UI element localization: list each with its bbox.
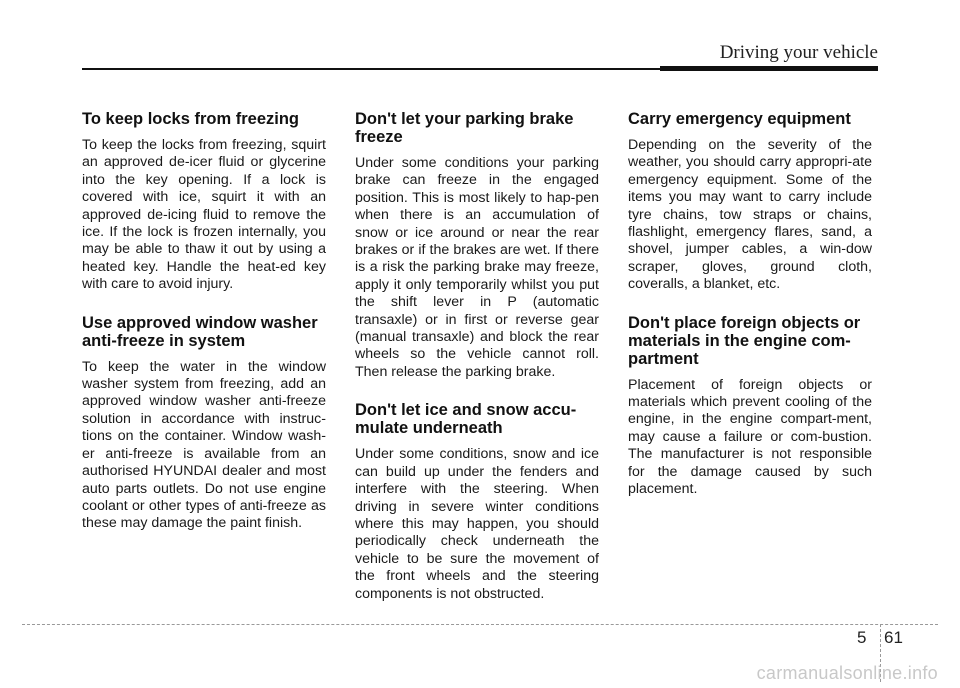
- section-body: Under some conditions, snow and ice can build up under the fenders and interfere with the steering. When driving in severe winter conditions where this may happen, you should periodically check underneath the vehicle to be sure the movement of the front wheels and the steering components is not obstructed.: [355, 446, 599, 602]
- section-heading: Carry emergency equipment: [628, 110, 851, 128]
- header-title: Driving your vehicle: [719, 42, 878, 63]
- header-rule-accent: [660, 66, 878, 71]
- section-body: To keep the water in the window washer system from freezing, add an approved window washer anti-freeze solution in accordance with instruc-tions on the container. Window wash-er anti-freeze is available from an authorised HYUNDAI dealer and most auto parts outlets. Do not use engine coolant or other types of anti-freeze as these may damage the paint finish.: [82, 358, 326, 532]
- section-heading: To keep locks from freezing: [82, 110, 299, 128]
- section-heading: Don't let ice and snow accu-mulate underneath: [355, 401, 577, 438]
- page-number: 61: [884, 628, 903, 647]
- section-body: To keep the locks from freezing, squirt an approved de-icer fluid or glycerine into the key opening. If a lock is covered with ice, squirt it with an approved de-icing fluid to remove the ice. If the lock is frozen internally, you may be able to thaw it out by using a heated key. Handle the heat-ed key with care to avoid injury.: [82, 137, 326, 293]
- section-body: Placement of foreign objects or materials which prevent cooling of the engine, in the engine compart-ment, may cause a failure or com-bustion. The manufacturer is not responsible for the damage caused by such placement.: [628, 376, 872, 498]
- section-heading: Don't place foreign objects or materials in the engine com-partment: [628, 313, 861, 368]
- column-right: [628, 110, 872, 519]
- section-body: Under some conditions your parking brake can freeze in the engaged position. This is most likely to hap-pen when there is an accumulation of snow or ice around or near the rear brakes or if the brakes are wet. If there is a risk the parking brake may freeze, apply it only temporarily whilst you put the shift lever in P (automatic transaxle) or in first or reverse gear (manual transaxle) and block the rear wheels so the vehicle cannot roll. Then release the parking brake.: [355, 155, 599, 380]
- chapter-number: 5: [857, 628, 867, 647]
- section-heading: Don't let your parking brake freeze: [355, 110, 574, 146]
- watermark: carmanualsonline.info: [756, 663, 938, 683]
- column-left: [82, 110, 326, 553]
- section-heading: Use approved window washer anti-freeze in system: [82, 313, 318, 350]
- column-middle: [355, 110, 599, 623]
- footer-divider: [22, 624, 938, 625]
- section-body: Depending on the severity of the weather, you should carry appropri-ate emergency equipment. Some of the items you may want to carry include tyre chains, tow straps or chains, flashlight, emergency flares, sand, a shovel, jumper cables, a win-dow scraper, gloves, ground cloth, coveralls, a blanket, etc.: [628, 137, 872, 293]
